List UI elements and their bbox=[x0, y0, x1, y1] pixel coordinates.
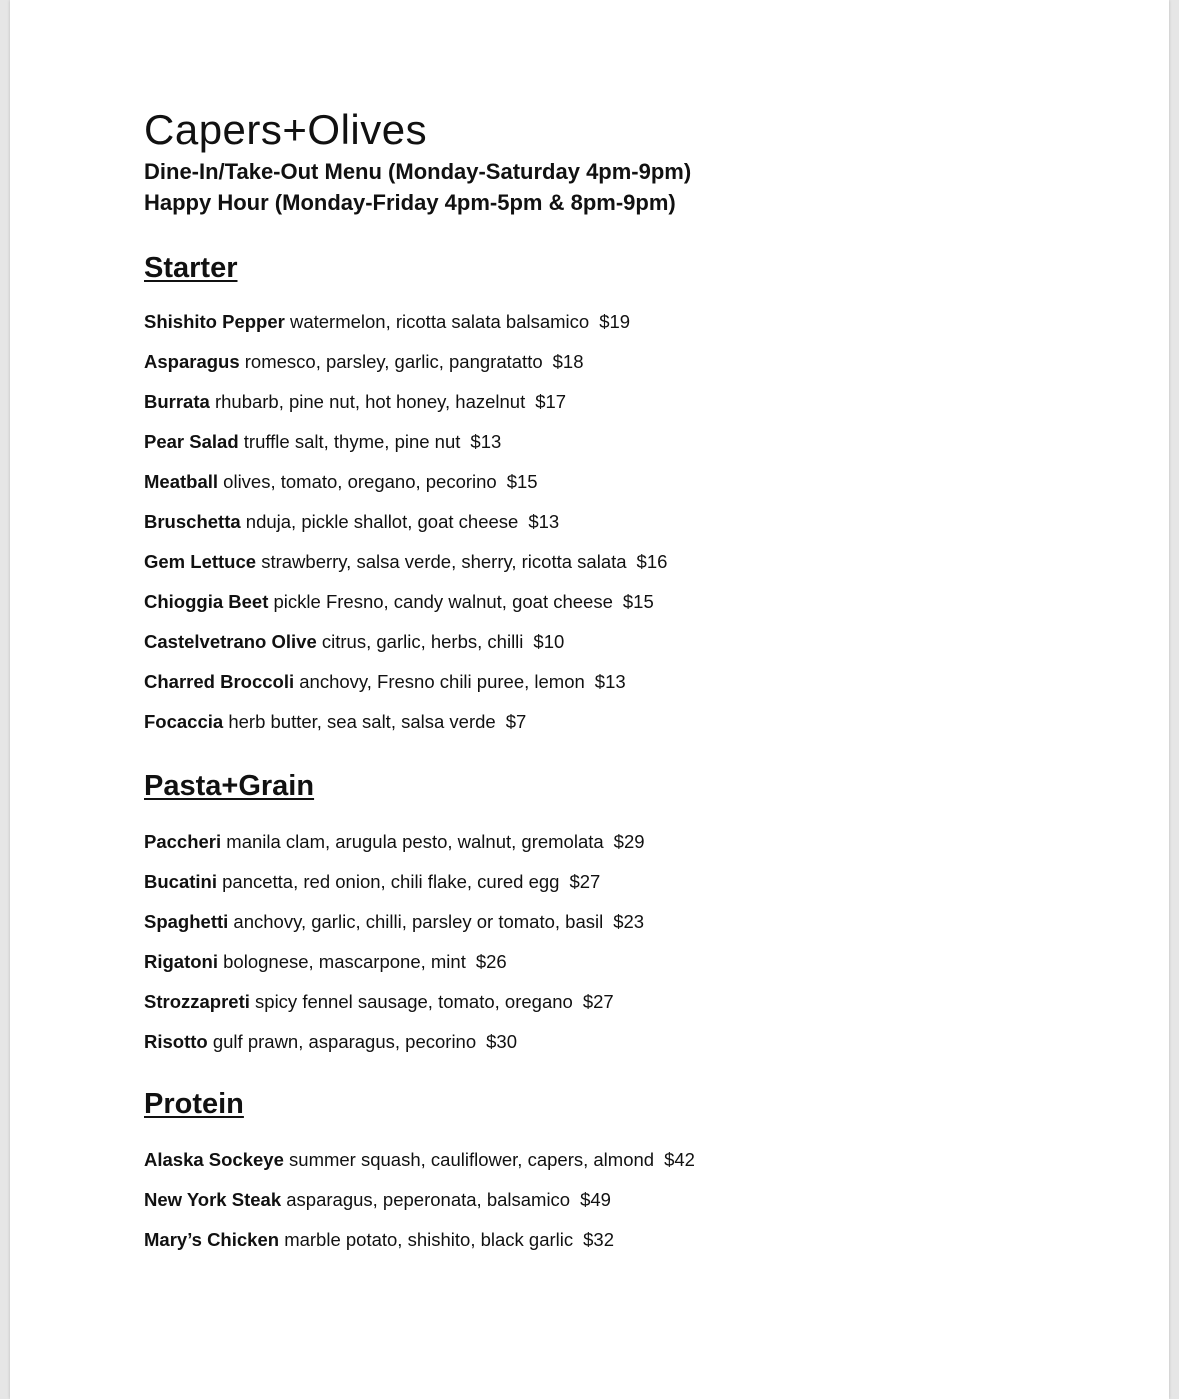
item-name: Asparagus bbox=[144, 351, 240, 372]
item-name: Risotto bbox=[144, 1031, 208, 1052]
item-price: $32 bbox=[583, 1229, 615, 1250]
menu-item bbox=[144, 422, 1104, 462]
happy-hour-hours: Happy Hour (Monday-Friday 4pm-5pm & 8pm-9pm) bbox=[144, 190, 676, 215]
menu-item bbox=[144, 982, 1104, 1022]
item-name: Bruschetta bbox=[144, 511, 241, 532]
item-price: $10 bbox=[533, 631, 565, 652]
menu-item bbox=[144, 1220, 1104, 1260]
item-name: Castelvetrano Olive bbox=[144, 631, 317, 652]
item-name: Mary’s Chicken bbox=[144, 1229, 280, 1250]
item-name: Chioggia Beet bbox=[144, 591, 269, 612]
item-description: anchovy, Fresno chili puree, lemon bbox=[299, 671, 585, 692]
menu-content bbox=[144, 104, 1104, 1260]
protein-items bbox=[144, 1140, 1104, 1260]
menu-item bbox=[144, 622, 1104, 662]
section-title-starter: Starter bbox=[144, 252, 238, 284]
item-price: $42 bbox=[664, 1149, 695, 1170]
item-name: Strozzapreti bbox=[144, 991, 250, 1012]
item-price: $7 bbox=[505, 711, 527, 732]
menu-item bbox=[144, 502, 1104, 542]
starter-items bbox=[144, 302, 1104, 742]
menu-item bbox=[144, 902, 1104, 942]
item-name: Paccheri bbox=[144, 831, 222, 852]
item-price: $13 bbox=[528, 511, 560, 532]
menu-item bbox=[144, 342, 1104, 382]
menu-item bbox=[144, 302, 1104, 342]
menu-page bbox=[10, 0, 1169, 1399]
item-name: Alaska Sockeye bbox=[144, 1149, 284, 1170]
item-price: $26 bbox=[475, 951, 507, 972]
menu-item bbox=[144, 862, 1104, 902]
menu-item bbox=[144, 1180, 1104, 1220]
item-price: $30 bbox=[486, 1031, 518, 1052]
item-price: $23 bbox=[613, 911, 645, 932]
item-name: New York Steak bbox=[144, 1189, 282, 1210]
menu-item bbox=[144, 1022, 1104, 1062]
item-description: pancetta, red onion, chili flake, cured egg bbox=[222, 871, 560, 892]
item-price: $49 bbox=[580, 1189, 611, 1210]
menu-item bbox=[144, 822, 1104, 862]
item-name: Spaghetti bbox=[144, 911, 229, 932]
menu-item bbox=[144, 662, 1104, 702]
menu-item bbox=[144, 462, 1104, 502]
item-price: $17 bbox=[535, 391, 567, 412]
item-price: $13 bbox=[470, 431, 502, 452]
menu-item bbox=[144, 702, 1104, 742]
item-price: $27 bbox=[582, 991, 614, 1012]
item-name: Burrata bbox=[144, 391, 210, 412]
item-price: $15 bbox=[622, 591, 654, 612]
restaurant-name: Capers+Olives bbox=[144, 106, 428, 153]
service-hours: Dine-In/Take-Out Menu (Monday-Saturday 4pm-9pm) bbox=[144, 159, 692, 184]
item-description: pickle Fresno, candy walnut, goat cheese bbox=[273, 591, 613, 612]
item-price: $19 bbox=[599, 311, 631, 332]
item-description: gulf prawn, asparagus, pecorino bbox=[212, 1031, 477, 1052]
pasta-items bbox=[144, 822, 1104, 1062]
item-price: $27 bbox=[569, 871, 601, 892]
item-description: nduja, pickle shallot, goat cheese bbox=[245, 511, 519, 532]
item-price: $16 bbox=[636, 551, 668, 572]
item-description: anchovy, garlic, chilli, parsley or tomato, basil bbox=[233, 911, 604, 932]
menu-item bbox=[144, 942, 1104, 982]
item-name: Focaccia bbox=[144, 711, 224, 732]
menu-item bbox=[144, 1140, 1104, 1180]
item-description: summer squash, cauliflower, capers, almond bbox=[289, 1149, 655, 1170]
section-protein bbox=[144, 1084, 1104, 1260]
item-name: Gem Lettuce bbox=[144, 551, 257, 572]
item-description: herb butter, sea salt, salsa verde bbox=[228, 711, 496, 732]
item-name: Charred Broccoli bbox=[144, 671, 295, 692]
item-price: $29 bbox=[613, 831, 645, 852]
item-description: asparagus, peperonata, balsamico bbox=[286, 1189, 571, 1210]
section-title-pasta-grain: Pasta+Grain bbox=[144, 770, 315, 802]
item-price: $13 bbox=[594, 671, 626, 692]
item-name: Pear Salad bbox=[144, 431, 239, 452]
item-description: strawberry, salsa verde, sherry, ricotta salata bbox=[261, 551, 627, 572]
item-name: Meatball bbox=[144, 471, 219, 492]
item-description: romesco, parsley, garlic, pangratatto bbox=[244, 351, 543, 372]
item-name: Bucatini bbox=[144, 871, 217, 892]
menu-item bbox=[144, 542, 1104, 582]
item-description: citrus, garlic, herbs, chilli bbox=[321, 631, 524, 652]
item-description: watermelon, ricotta salata balsamico bbox=[289, 311, 590, 332]
item-description: olives, tomato, oregano, pecorino bbox=[223, 471, 497, 492]
section-starter bbox=[144, 248, 1104, 742]
item-name: Rigatoni bbox=[144, 951, 218, 972]
item-description: marble potato, shishito, black garlic bbox=[284, 1229, 574, 1250]
item-description: manila clam, arugula pesto, walnut, gremolata bbox=[226, 831, 604, 852]
item-price: $15 bbox=[506, 471, 538, 492]
item-price: $18 bbox=[552, 351, 584, 372]
item-description: bolognese, mascarpone, mint bbox=[223, 951, 466, 972]
item-description: spicy fennel sausage, tomato, oregano bbox=[255, 991, 573, 1012]
item-description: rhubarb, pine nut, hot honey, hazelnut bbox=[214, 391, 526, 412]
menu-item bbox=[144, 382, 1104, 422]
item-name: Shishito Pepper bbox=[144, 311, 285, 332]
section-title-protein: Protein bbox=[144, 1088, 244, 1120]
section-pasta-grain bbox=[144, 766, 1104, 1062]
item-description: truffle salt, thyme, pine nut bbox=[243, 431, 461, 452]
menu-item bbox=[144, 582, 1104, 622]
